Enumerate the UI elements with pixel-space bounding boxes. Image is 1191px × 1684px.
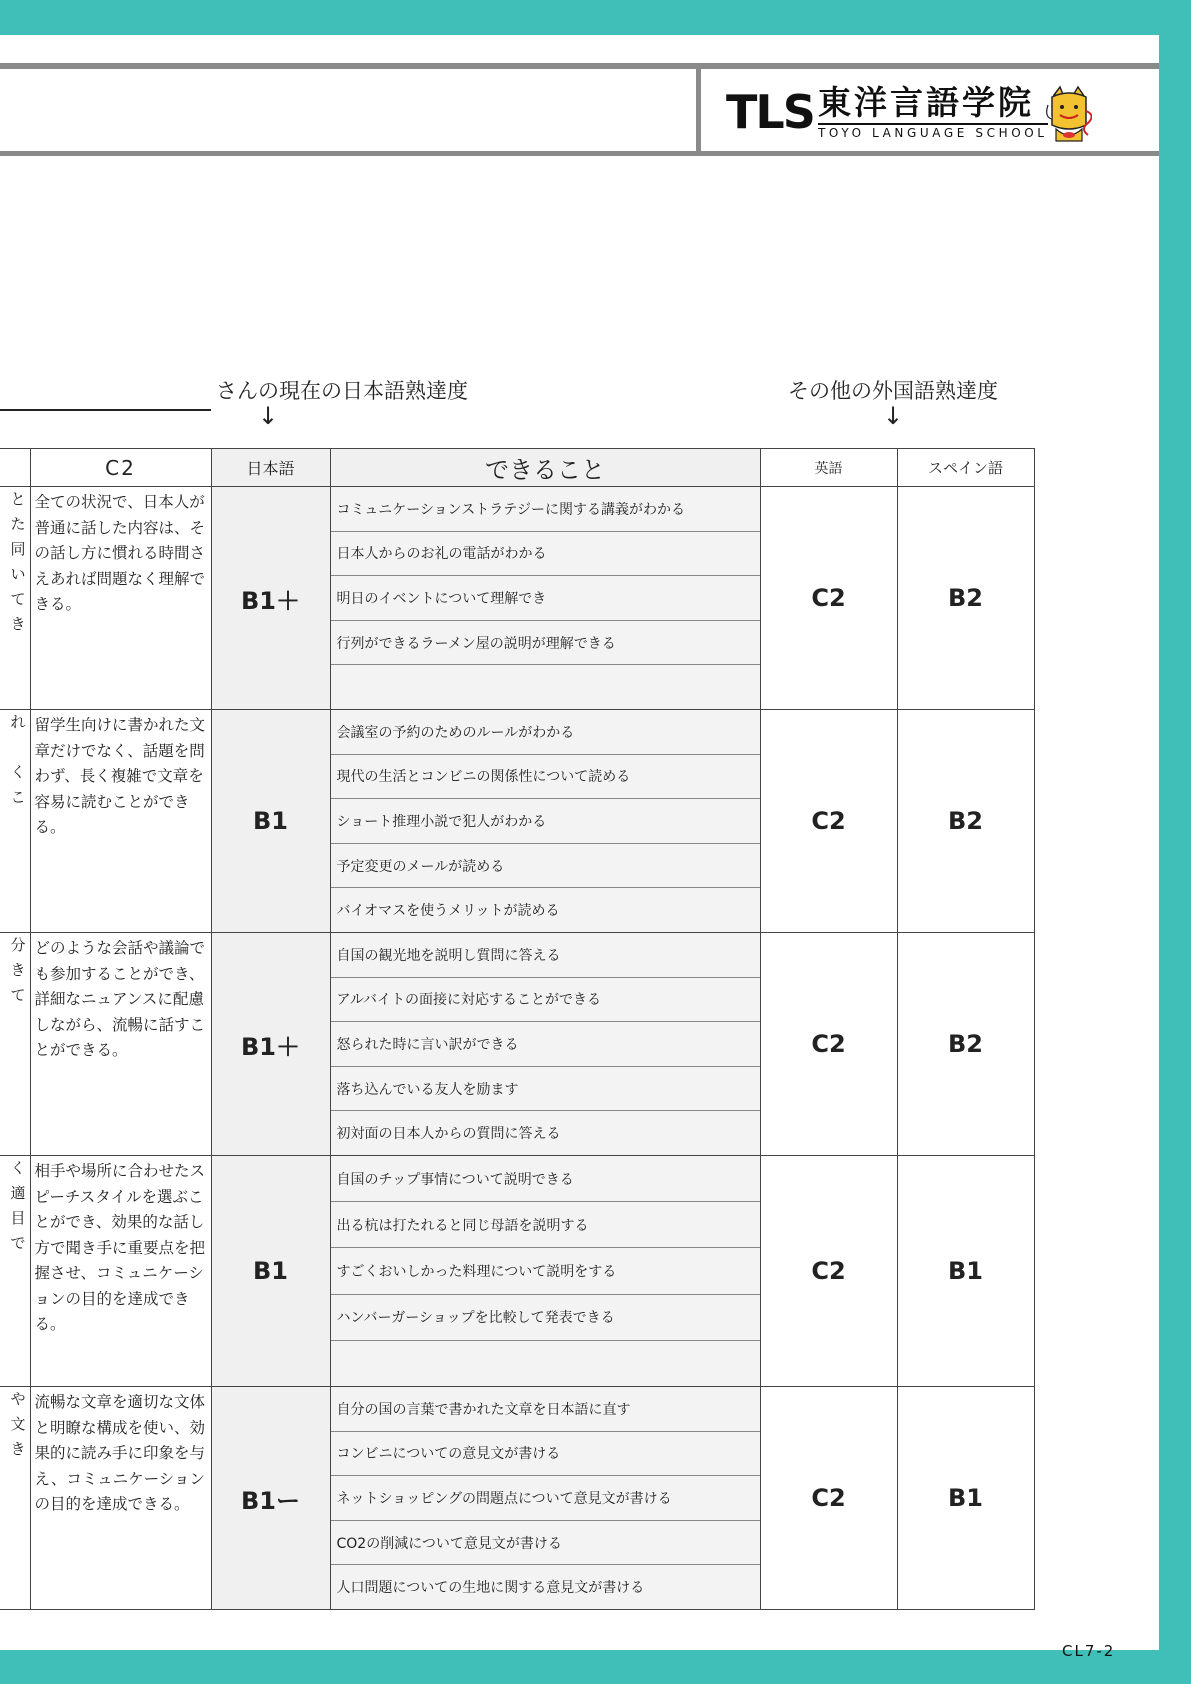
english-level: C2 [760, 487, 897, 710]
can-do-item: すごくおいしかった料理について説明をする [331, 1248, 760, 1294]
english-level: C2 [760, 1387, 897, 1610]
prev-level-text: れ く こ [10, 713, 26, 806]
can-do-item: 落ち込んでいる友人を励ます [331, 1067, 760, 1112]
can-do-item: ショート推理小説で犯人がわかる [331, 799, 760, 844]
can-do-cell [330, 487, 760, 710]
can-do-item: コンビニについての意見文が書ける [331, 1432, 760, 1477]
student-name-line [0, 409, 211, 411]
prev-level-cell [0, 1387, 30, 1610]
can-do-cell [330, 933, 760, 1156]
can-do-item: 初対面の日本人からの質問に答える [336, 1126, 561, 1143]
can-do-cell [330, 1156, 760, 1387]
current-level-caption: さんの現在の日本語熟達度 [216, 379, 468, 403]
prev-level-cell [0, 487, 30, 710]
can-do-item: 会議室の予約のためのルールがわかる [331, 710, 760, 755]
can-do-cell [330, 1387, 760, 1610]
c2-descriptor-cell [30, 1387, 211, 1610]
spanish-level: B2 [897, 487, 1034, 710]
c2-descriptor: 流暢な文章を適切な文体と明瞭な構成を使い、効果的に読み手に印象を与え、コミュニケーションの目的を達成できる。 [34, 1393, 206, 1513]
english-level: C2 [760, 1156, 897, 1387]
can-do-item: ネットショッピングの問題点について意見文が書ける [331, 1476, 760, 1521]
can-do-item: ハンバーガーショップを比較して発表できる [331, 1295, 760, 1341]
proficiency-table [0, 448, 1035, 1610]
table-row [0, 710, 1034, 933]
japanese-level: B1＋ [211, 487, 330, 710]
prev-level-text: 分 き て [10, 936, 26, 1004]
c2-descriptor: 全ての状況で、日本人が普通に話した内容は、その話し方に慣れる時間さえあれば問題なく理解できる。 [34, 493, 206, 613]
c2-descriptor-cell [30, 1156, 211, 1387]
can-do-item: CO2の削減について意見文が書ける [331, 1521, 760, 1566]
can-do-item [331, 1341, 760, 1386]
header-c2: C2 [30, 449, 211, 487]
table-row [0, 487, 1034, 710]
can-do-item: 予定変更のメールが読める [331, 844, 760, 889]
can-do-item: 現代の生活とコンビニの関係性について読める [331, 755, 760, 800]
can-do-item: アルバイトの面接に対応することができる [331, 978, 760, 1023]
japanese-level: B1＋ [211, 933, 330, 1156]
header-japanese: 日本語 [211, 449, 330, 487]
header-can-do: できること [330, 449, 760, 487]
header-english: 英語 [760, 449, 897, 487]
c2-descriptor-cell [30, 710, 211, 933]
c2-descriptor-cell [30, 933, 211, 1156]
header-top-rule [0, 63, 1159, 69]
table-header-row [0, 449, 1034, 487]
japanese-level: B1 [211, 1156, 330, 1387]
c2-descriptor: 相手や場所に合わせたスピーチスタイルを選ぶことができ、効果的な話し方で聞き手に重要点を把握させ、コミュニケーションの目的を達成できる。 [34, 1162, 206, 1333]
can-do-item: 明日のイベントについて理解でき [331, 576, 760, 621]
logo-mark: TLS [726, 85, 814, 139]
can-do-item: コミュニケーションストラテジーに関する講義がわかる [331, 487, 760, 532]
can-do-item: 怒られた時に言い訳ができる [331, 1022, 760, 1067]
spanish-level: B1 [897, 1387, 1034, 1610]
cat-mascot-icon [1046, 85, 1092, 145]
prev-level-cell [0, 1156, 30, 1387]
can-do-item: 自国のチップ事情について説明できる [331, 1156, 760, 1202]
can-do-item: 自分の国の言葉で書かれた文章を日本語に直す [331, 1387, 760, 1432]
spanish-level: B2 [897, 710, 1034, 933]
prev-level-text: や 文 き [10, 1390, 26, 1458]
table-row [0, 1387, 1034, 1610]
other-languages-caption: その他の外国語熟達度 [788, 379, 998, 403]
japanese-level: B1ー [211, 1387, 330, 1610]
page-code: CL7-2 [1062, 1642, 1116, 1660]
header-spanish: スペイン語 [897, 449, 1034, 487]
can-do-item [331, 665, 760, 709]
prev-level-text: く 適 目 で [10, 1159, 26, 1252]
header-bottom-rule [0, 151, 1159, 156]
spanish-level: B1 [897, 1156, 1034, 1387]
c2-descriptor: どのような会話や議論でも参加することができ、詳細なニュアンスに配慮しながら、流暢に話すことができる。 [34, 939, 206, 1059]
table-row [0, 1156, 1034, 1387]
japanese-level: B1 [211, 710, 330, 933]
prev-level-text: と た 同 い て き [10, 490, 26, 633]
header-prev-level [0, 449, 30, 487]
c2-descriptor: 留学生向けに書かれた文章だけでなく、話題を問わず、長く複雑で文章を容易に読むことができる。 [34, 716, 206, 836]
school-name-en: TOYO LANGUAGE SCHOOL [818, 123, 1048, 140]
can-do-item: 自国の観光地を説明し質問に答える [331, 933, 760, 978]
can-do-item: バイオマスを使うメリットが読める [336, 903, 560, 920]
english-level: C2 [760, 710, 897, 933]
can-do-item: 人口問題についての生地に関する意見文が書ける [336, 1580, 645, 1597]
logo-divider [696, 69, 701, 151]
prev-level-cell [0, 710, 30, 933]
can-do-item: 出る杭は打たれると同じ母語を説明する [331, 1202, 760, 1248]
spanish-level: B2 [897, 933, 1034, 1156]
c2-descriptor-cell [30, 487, 211, 710]
prev-level-cell [0, 933, 30, 1156]
document-sheet [0, 35, 1159, 1660]
arrow-down-icon: ↓ [258, 402, 279, 430]
can-do-cell [330, 710, 760, 933]
english-level: C2 [760, 933, 897, 1156]
school-name-jp: 東洋言語学院 [818, 83, 1034, 122]
can-do-item: 行列ができるラーメン屋の説明が理解できる [331, 621, 760, 666]
table-row [0, 933, 1034, 1156]
arrow-down-icon: ↓ [883, 402, 904, 430]
can-do-item: 日本人からのお礼の電話がわかる [331, 532, 760, 577]
